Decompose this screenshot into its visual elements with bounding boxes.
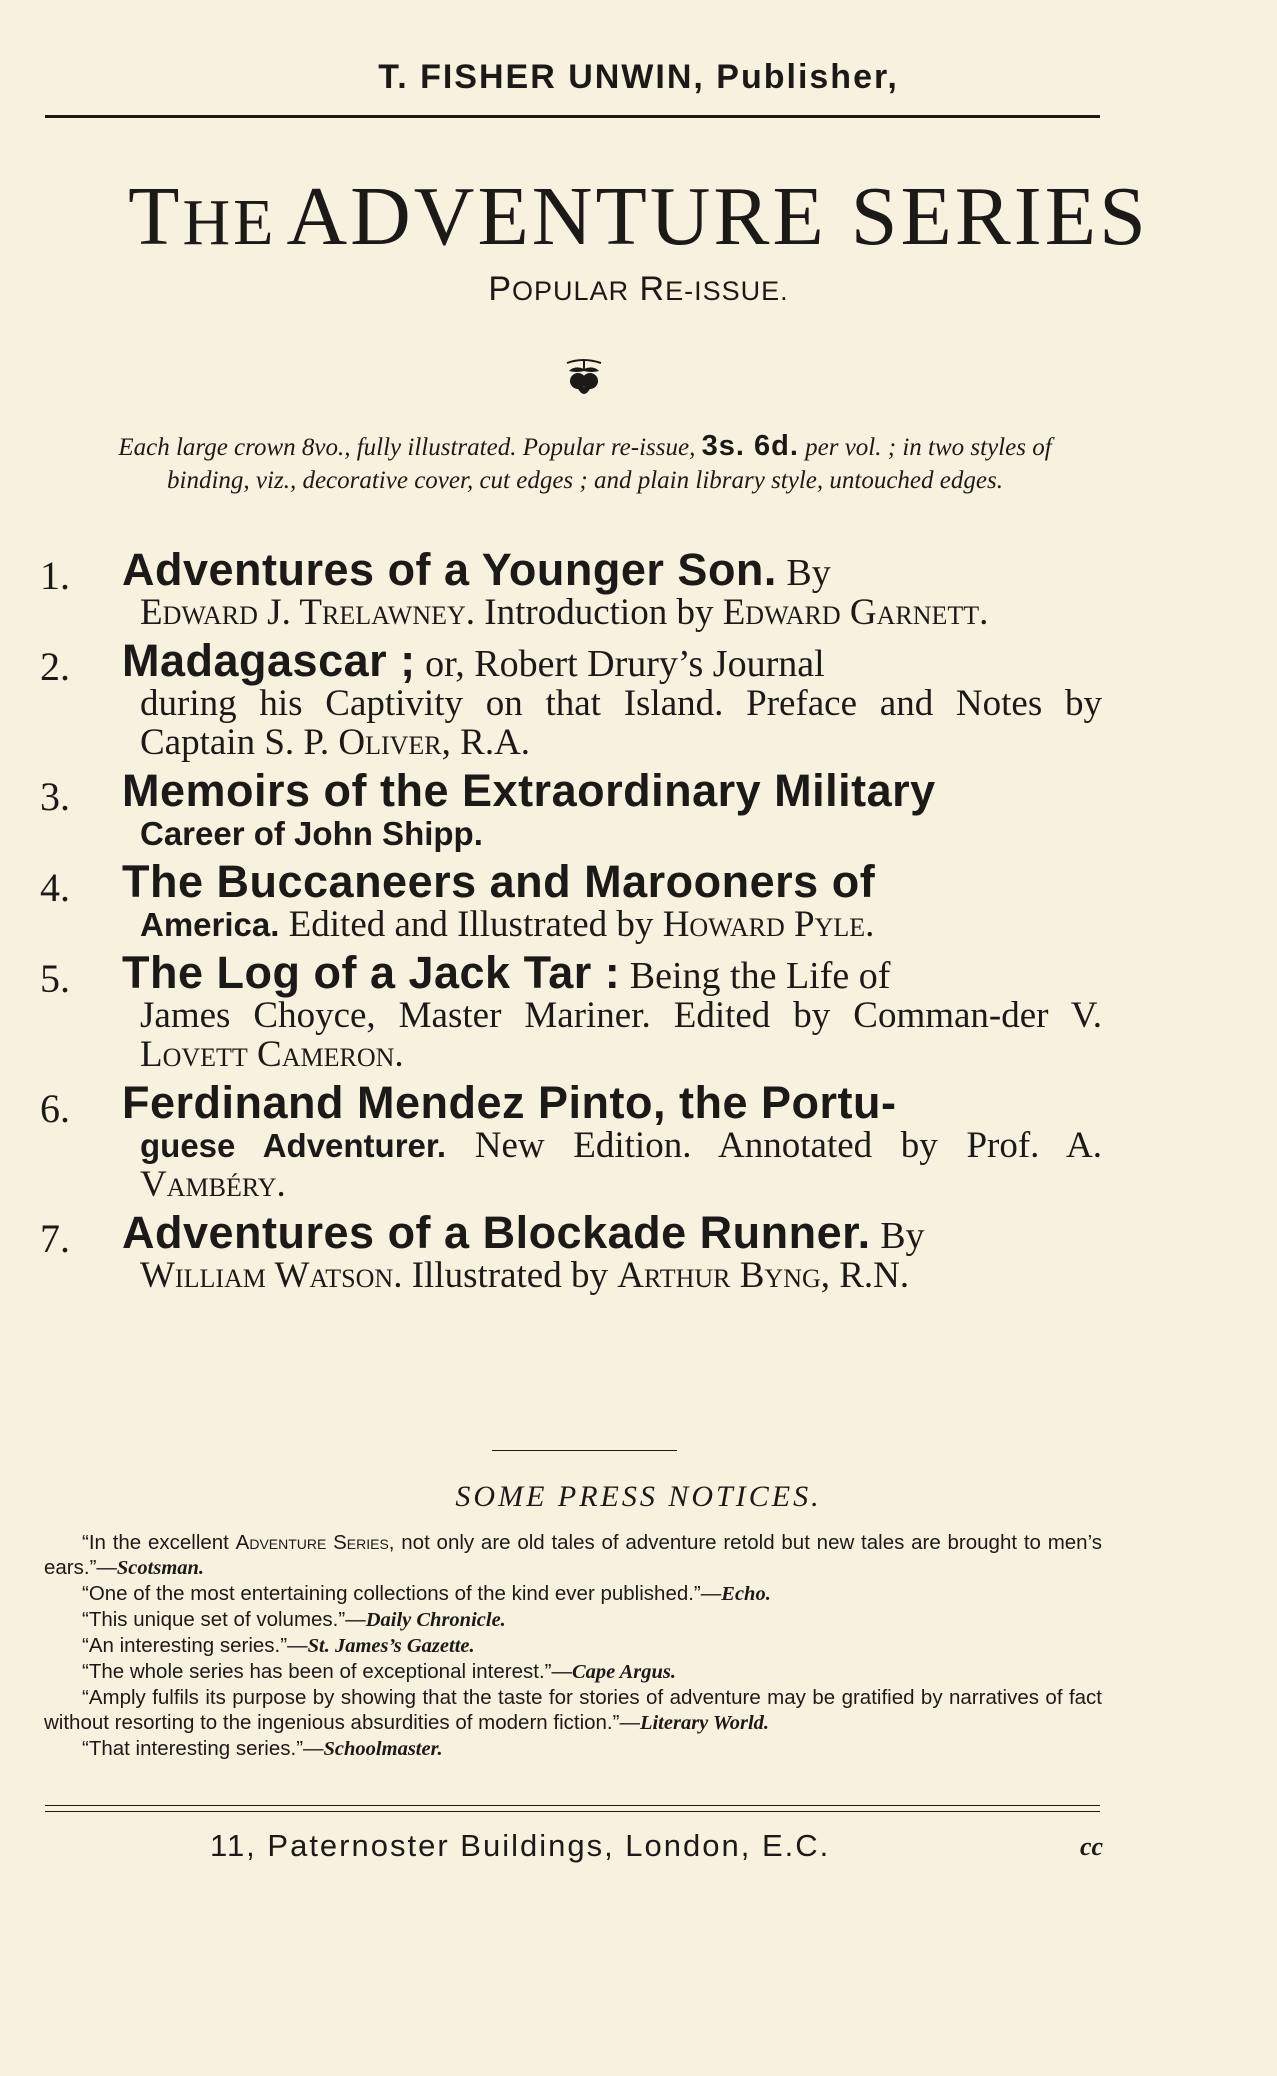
- fruit-ornament-icon: [563, 355, 605, 401]
- press-notices-title: SOME PRESS NOTICES.: [455, 1480, 822, 1513]
- header-rule: [45, 115, 1100, 118]
- item-number: 5.: [40, 956, 70, 1001]
- book-list: [40, 544, 1102, 1304]
- item-number: 6.: [40, 1086, 70, 1131]
- series-subtitle: POPULAR RE-ISSUE.: [488, 270, 789, 308]
- book-title: The Log of a Jack Tar :: [122, 947, 621, 998]
- footer-rule-bottom: [45, 1811, 1100, 1812]
- press-notice: “In the excellent Adventure Series, not only are old tales of adventure retold but new tales are brought to men’s ears.”—Scotsman.: [44, 1531, 1103, 1579]
- item-number: 2.: [40, 644, 70, 689]
- item-number: 1.: [40, 553, 70, 598]
- list-item: 5. The Log of a Jack Tar : Being the Life of James Choyce, Master Mariner. Edited by Comman-der V. Lovett Cameron.: [40, 947, 1102, 1075]
- book-title: Memoirs of the Extraordinary Military: [122, 765, 936, 816]
- press-notice: “That interesting series.”—Schoolmaster.: [82, 1737, 443, 1760]
- item-number: 7.: [40, 1216, 70, 1261]
- signature-mark: cc: [1080, 1832, 1104, 1861]
- list-item: 7. Adventures of a Blockade Runner. By William Watson. Illustrated by Arthur Byng, R.N.: [40, 1207, 925, 1296]
- publisher-address: 11, Paternoster Buildings, London, E.C.: [210, 1828, 831, 1863]
- footer-rule-top: [45, 1805, 1100, 1806]
- item-number: 4.: [40, 865, 70, 910]
- press-notice: “One of the most entertaining collections of the kind ever published.”—Echo.: [82, 1582, 771, 1605]
- book-title: Adventures of a Younger Son.: [122, 544, 777, 595]
- list-item: 6. Ferdinand Mendez Pinto, the Portu- guese Adventurer. New Edition. Annotated by Prof. A. Vambéry.: [40, 1077, 1102, 1205]
- list-item: 1. Adventures of a Younger Son. By Edward J. Trelawney. Introduction by Edward Garnett.: [40, 544, 989, 633]
- series-description: Each large crown 8vo., fully illustrated. Popular re-issue, 3s. 6d. per vol. ; in two styles of binding, viz., decorative cover, cut edges ; and plain library style, untouched edges.: [118, 430, 1052, 494]
- divider: [492, 1450, 677, 1451]
- list-item: 2. Madagascar ; or, Robert Drury’s Journal during his Captivity on that Island. Preface and Notes by Captain S. P. Oliver, R.A.: [40, 635, 1102, 763]
- book-title: The Buccaneers and Marooners of: [122, 856, 876, 907]
- book-title: Adventures of a Blockade Runner.: [122, 1207, 871, 1258]
- item-number: 3.: [40, 774, 70, 819]
- press-notice: “This unique set of volumes.”—Daily Chronicle.: [82, 1608, 506, 1631]
- press-notice: “Amply fulfils its purpose by showing that the taste for stories of adventure may be gratified by narratives of fact without resorting to the ingenious absurdities of modern fiction.”—Literary World.: [44, 1686, 1102, 1734]
- list-item: 4. The Buccaneers and Marooners of America. Edited and Illustrated by Howard Pyle.: [40, 856, 876, 945]
- series-title: THE ADVENTURE SERIES: [128, 170, 1149, 263]
- press-notice: “An interesting series.”—St. James’s Gazette.: [82, 1634, 475, 1657]
- publisher-header: T. FISHER UNWIN, Publisher,: [378, 58, 899, 96]
- list-item: 3. Memoirs of the Extraordinary Military Career of John Shipp.: [40, 765, 936, 852]
- press-notices: [44, 1530, 1102, 1762]
- book-title: Ferdinand Mendez Pinto, the Portu-: [122, 1077, 897, 1128]
- book-title: Madagascar ;: [122, 635, 416, 686]
- press-notice: “The whole series has been of exceptional interest.”—Cape Argus.: [82, 1660, 677, 1683]
